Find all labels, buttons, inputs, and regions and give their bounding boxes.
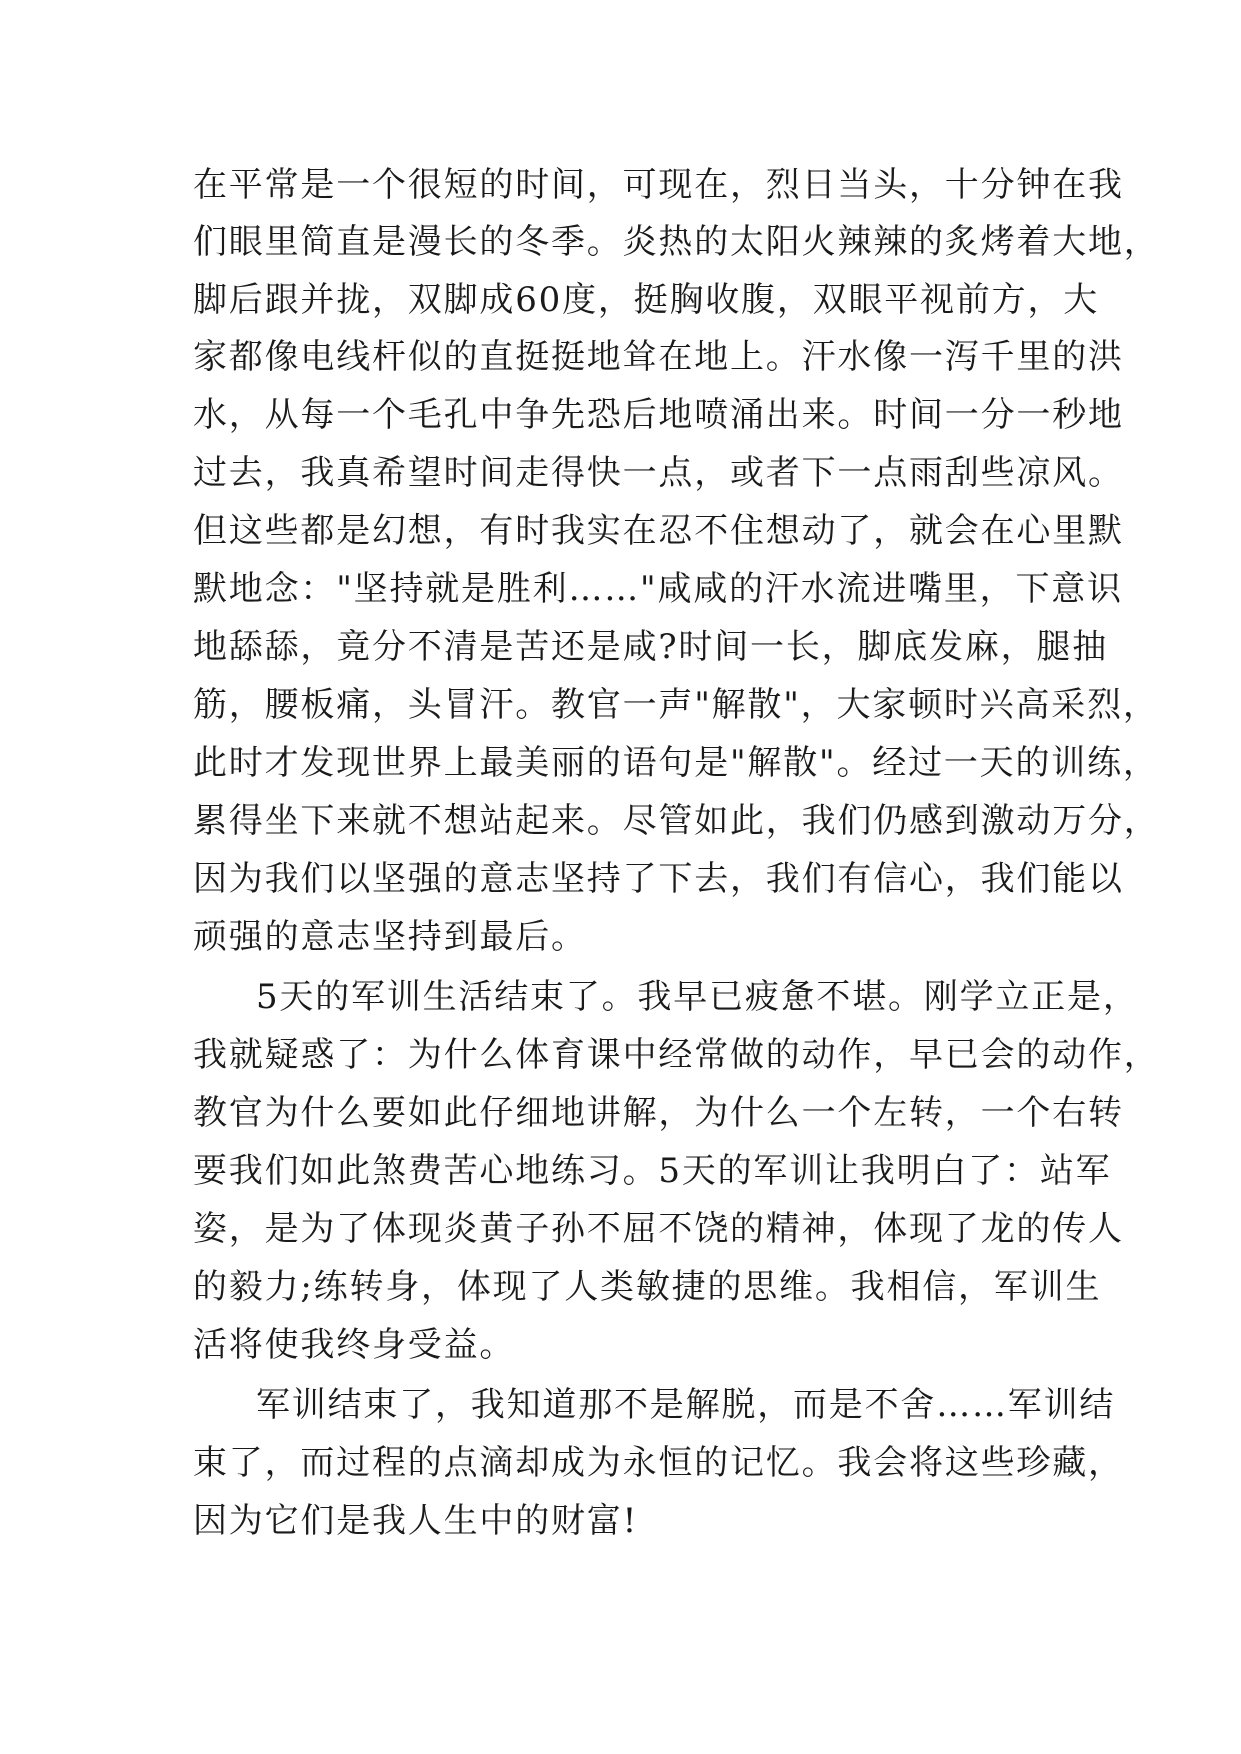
- paragraph-2-line-2: 我就疑惑了：为什么体育课中经常做的动作，早已会的动作，: [193, 1035, 1160, 1075]
- paragraph-1-line-3: 脚后跟并拢，双脚成60度，挺胸收腹，双眼平视前方，大: [193, 280, 1100, 320]
- paragraph-1-line-6: 过去，我真希望时间走得快一点，或者下一点雨刮些凉风。: [193, 453, 1124, 493]
- paragraph-2-line-1: 5天的军训生活结束了。我早已疲惫不堪。刚学立正是，: [256, 977, 1139, 1017]
- paragraph-1-line-7: 但这些都是幻想，有时我实在忍不住想动了，就会在心里默: [193, 511, 1124, 551]
- paragraph-3-line-3: 因为它们是我人生中的财富!: [193, 1501, 639, 1541]
- paragraph-1-line-5: 水，从每一个毛孔中争先恐后地喷涌出来。时间一分一秒地: [193, 395, 1124, 435]
- paragraph-1-line-4: 家都像电线杆似的直挺挺地耸在地上。汗水像一泻千里的洪: [193, 337, 1124, 377]
- paragraph-1-line-1: 在平常是一个很短的时间，可现在，烈日当头，十分钟在我: [193, 165, 1124, 205]
- paragraph-3-line-2: 束了，而过程的点滴却成为永恒的记忆。我会将这些珍藏，: [193, 1443, 1124, 1483]
- paragraph-1-line-8: 默地念："坚持就是胜利……"咸咸的汗水流进嘴里，下意识: [193, 569, 1123, 609]
- paragraph-1-line-12: 累得坐下来就不想站起来。尽管如此，我们仍感到激动万分，: [193, 801, 1160, 841]
- paragraph-2-line-3: 教官为什么要如此仔细地讲解，为什么一个左转，一个右转: [193, 1093, 1124, 1133]
- paragraph-2-line-4: 要我们如此煞费苦心地练习。5天的军训让我明白了：站军: [193, 1151, 1112, 1191]
- paragraph-2-line-5: 姿，是为了体现炎黄子孙不屈不饶的精神，体现了龙的传人: [193, 1209, 1124, 1249]
- paragraph-1-line-11: 此时才发现世界上最美丽的语句是"解散"。经过一天的训练，: [193, 743, 1159, 783]
- paragraph-1-line-10: 筋，腰板痛，头冒汗。教官一声"解散"，大家顿时兴高采烈，: [193, 685, 1159, 725]
- paragraph-1-line-13: 因为我们以坚强的意志坚持了下去，我们有信心，我们能以: [193, 859, 1124, 899]
- paragraph-1-line-9: 地舔舔，竟分不清是苦还是咸?时间一长，脚底发麻，腿抽: [193, 627, 1109, 667]
- paragraph-2-line-6: 的毅力;练转身，体现了人类敏捷的思维。我相信，军训生: [193, 1267, 1102, 1307]
- paragraph-2-line-7: 活将使我终身受益。: [193, 1325, 516, 1365]
- paragraph-3-line-1: 军训结束了，我知道那不是解脱，而是不舍……军训结: [256, 1385, 1116, 1425]
- paragraph-1-line-2: 们眼里简直是漫长的冬季。炎热的太阳火辣辣的炙烤着大地，: [193, 222, 1160, 262]
- paragraph-1-line-14: 顽强的意志坚持到最后。: [193, 917, 587, 957]
